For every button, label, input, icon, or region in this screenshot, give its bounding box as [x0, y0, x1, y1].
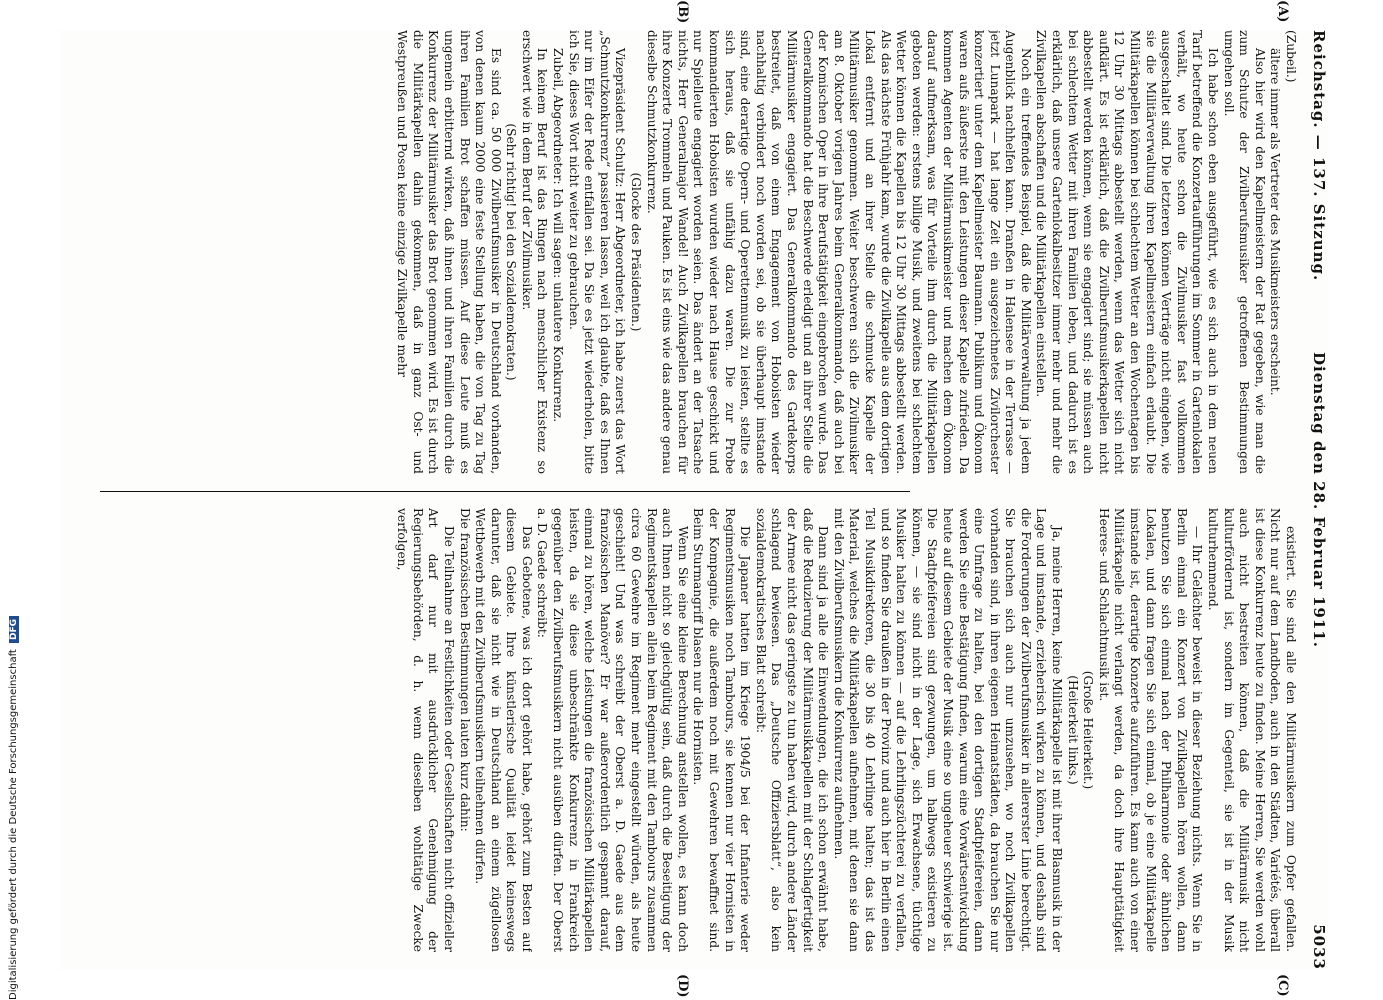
paragraph: — Ihr Gelächter beweist in dieser Beziehung nichts. Wenn Sie in Berlin einmal ein Konzert von Zivilkapellen hören wollen, dann benutzen Sie sich einmal nach der Philharmonie oder ähnlichen Lokalen, und dann fragen Sie sich einmal, ob je eine Militärkapelle imstande ist, derartige Konzerte aufzuführen. Es kann auch von einer Militärkapelle nicht verlangt werden, da doch ihre Haupttätigkeit Heeres- und Schlachtmusik ist. — [1096, 508, 1205, 952]
header-session: Reichstag. — 137. Sitzung. — [1310, 30, 1328, 282]
paragraph: (Heiterkeit links.) — [1065, 675, 1080, 785]
scanned-page — [60, 0, 1330, 998]
paragraph: Noch ein treffendes Beispiel, daß die Militärverwaltung ja jedem Augenblick nachhelfen kann. Dranßen in Halensee in der Terrasse — jetzt Lunapark — hat lange Zeit ein ausgezeichnetes Zivilorchester konzertiert unter dem Kapellmeister Baumann. Publikum und Ökonom waren aufs äußerste mit den Leistungen dieser Kapelle zufrieden. Da kommen Agenten der Militärmusikmeister und machen dem Ökonom darauf aufmerksam, was für Vorteile ihm durch die Militärkapellen geboten werden: erstens billige Musik, und zweitens bei schlechtem Wetter können die Kapellen bis 12 Uhr 30 Mittags abbestellt werden. Als das nächste Frühjahr kam, wurde die Zivilkapelle aus dem dortigen Lokal entfernt und an ihrer Stelle die schmucke Kapelle der Militärmusiker genommen. Weiter beschweren sich die Zivilmusiker am 8. Oktober vorigen Jahres beim Generalkommando, daß auch bei der Komischen Oper in ihre Berufstätigkeit eingebrochen wurde. Das Generalkommando hat die Beschwerde erledigt und an ihrer Stelle die Militärmusiker engagiert. Das Generalkommando des Gardekorps bestreitet, daß von einem Engagement von Hoboisten wieder nachhaltig verbindert noch worden sei, ob sie überhaupt imstande sind, eine derartige Opern- und Operettenmusik zu leisten, stellte es sich heraus, daß sie unfähig dazu waren. Die zur Probe kommandierten Hoboisten wurden wieder nach Hause geschickt und nur Spielleute engagiert worden seien. Das ändert an der Tatsache nichts, Herr Generalmajor Wandel! Auch Zivilkapellen brauchen für ihre Konzerte Trommeln und Pauken. Es ist eins wie das andere genau dieselbe Schmutzkonkurrenz. — [644, 30, 1033, 474]
paragraph: Dann sind ja alle die Einwendungen, die ich schon erwähnt habe, daß die Reduzierung der Militärmusikkapellen mit der Schlagfertigkeit der Armee nicht das geringste zu tun haben wird, durch andere Länder schlagend bewiesen. Das „Deutsche Offiziersblatt“, also kein sozialdemokratisches Blatt schreibt: — [753, 508, 831, 952]
digitization-credit — [8, 0, 22, 1000]
margin-marker-c: (C) — [1275, 974, 1290, 997]
page-number: 5033 — [1310, 924, 1328, 970]
paragraph: (Sehr richtig! bei den Sozialdemokraten.) — [504, 123, 519, 381]
header-date: Dienstag den 28. Februar 1911. — [1310, 352, 1328, 648]
paragraph: Ja, meine Herren, keine Militärkapelle ist mit ihrer Blasmusik in der Lage und imstande, erzieherisch wirken zu können, und deshalb sind die Forderungen der Zivilberufsmusiker in allererster Linie berechtigt. Sie brauchen sich auch nur umzusehen, wo noch Zivilkapellen vorhanden sind, in ihren eigenen Heimatstädten, da brauchen Sie nur eine Umfrage zu halten, bei den dortigen Stadtpfeifereien, dann werden Sie eine Bestätigung finden, warum eine Vorwärtsentwicklung heute auf diesem Gebiete der Musik eine so ungeheuer schwierige ist. Die Stadtpfeifereien sind gezwungen, um halbwegs existieren zu können, — sie sind nicht in der Lage, sich Erwachsene, tüchtige Musiker halten zu können — auf die Lehrlingszüchterei zu verfallen, und so finden Sie draußen in der Provinz und auch hier in Berlin einen Teil Musikdirektoren, die 30 bis 40 Lehrlinge halten; das ist das Material, welches die Militärkapellen aufnehmen, mit denen sie dann mit den Zivilberufsmusikern die Konkurrenz aufnehmen. — [831, 508, 1065, 952]
paragraph: Ich habe schon eben ausgeführt, wie es sich auch in dem neuen Tarif betreffend die Konzertaufführungen im Sommer in Gartenlokalen verhält, wo heute schon die Zivilmusiker fast vollkommen ausgeschaltet sind. Die letzteren können Verträge nicht eingehen, wie sie die Militärverwaltung ihren Kapellmeistern einfach erlaubt. Die Militärkapellen können bei schlechtem Wetter an den Wochentagen bis 12 Uhr 30 Mittags abbestellt werden, wenn das Wetter sich nicht aufklärt. Es ist erklärlich, daß die Zivilberufsmusikerkapellen nicht abbestellt werden können, wenn sie engagiert sind; sie müssen auch bei schlechtem Wetter mit ihren Familien leben, und dadurch ist es erklärlich, daß unsere Gartenlokalbesitzer immer mehr und mehr die Zivilkapellen abschaffen und die Militärkapellen einstellen. — [1034, 30, 1221, 474]
paragraph: Vizepräsident Schultz: Herr Abgeordneter, ich habe zuerst das Wort „Schmutzkonkurrenz“ passieren lassen, weil ich glaubte, daß es Ihnen nur im Eifer der Rede entfallen sei. Da Sie es jetzt wiederholen, bitte ich Sie, dieses Wort nicht weiter zu gebrauchen. — [566, 30, 628, 474]
paragraph: Die Japaner hatten im Kriege 1904/5 bei der Infanterie weder Regimentsmusiken noch Tambours, sie kennen nur vier Hornisten in der Kompagnie, die außerdem noch mit Gewehren bewaffnet sind. Beim Sturmangriff blasen nur die Hornisten. — [691, 508, 753, 952]
paragraph: Wenn Sie eine kleine Berechnung anstellen wollen, es kann doch auch Ihnen nicht so gleichgültig sein, daß durch die Beseitigung der Regimentskapellen allein beim Regiment mit den Tambours zusammen circa 60 Gewehre im Regiment mehr eingestellt würden, als heute geschieht! Und was schreibt der Oberst a. D. Gaede aus dem französischen Manöver? Er war außerordentlich gespannt darauf, einmal zu hören, welche Leistungen die französischen Militärkapellen leisten, da sie diese unbeschränkte Konkurrenz in Frankreich gegenüber den Zivilberufsmusikern nicht ausüben dürfen. Der Oberst a. D. Gaede schreibt: — [535, 508, 690, 952]
paragraph: (Glocke des Präsidenten.) — [629, 172, 644, 332]
paragraph: Die französischen Bestimmungen lauten kurz dahin: — [457, 508, 472, 832]
paragraph: Also hier wird den Kapellmeistern der Rat gegeben, wie man die zum Schutze der Zivilberufsmusiker getroffenen Bestimmungen umgehen soll. — [1221, 30, 1267, 474]
paragraph: ältere immer als Vertreter des Musikmeisters erscheint. — [1268, 48, 1283, 396]
margin-marker-b: (B) — [675, 0, 690, 24]
text-column-left — [98, 30, 1298, 474]
column-divider — [100, 491, 910, 492]
credit-text: Digitalisierung gefördert durch die Deutsche Forschungsgemeinschaft — [8, 649, 19, 1000]
margin-marker-a: (A) — [1275, 0, 1290, 23]
paragraph: Es sind ca. 50 000 Zivilberufsmusiker in Deutschland vorhanden, von denen kaum 2000 eine feste Stellung haben, die von Tag zu Tag ihren Familien Brot schaffen müssen. Auf diese Leute muß es ungemein erbitternd wirken, daß ihnen und ihren Familien durch die Konkurrenz der Militärmusiker das Brot genommen wird. Es ist durch die Militärkapellen dahin gekommen, daß in ganz Ost- und Westpreußen und Posen keine einzige Zivilkapelle mehr — [395, 30, 503, 474]
paragraph: (Zubeil.) — [1284, 30, 1298, 83]
paragraph: (Große Heiterkeit.) — [1081, 670, 1096, 790]
paragraph: Das Gebotene, was ich dort gehört habe, gehört zum Besten auf diesem Gebiete. Ihre künstlerische Qualität leidet keineswegs darunter, daß sie nicht wie in Deutschland an einem zügellosen Wettbewerb mit den Zivilberufsmusikern teilnehmen dürfen. — [473, 508, 534, 952]
dfg-logo: DFG — [9, 616, 19, 643]
paragraph: Die Teilnahme an Festlichkeiten oder Gesellschaften nicht offizieller Art darf nur mit ausdrücklicher Genehmigung der Regierungsbehörden, d. h. wenn dieselben wohltätige Zwecke verfolgen, — [395, 508, 456, 952]
paragraph: In keinem Beruf ist das Ringen nach menschlicher Existenz so erschwert wie in dem Beruf der Zivilmusiker. — [519, 30, 550, 474]
paragraph: Zubeil, Abgeordneter: Ich will sagen: unlautere Konkurrenz. — [551, 48, 566, 423]
margin-marker-d: (D) — [675, 974, 690, 998]
running-header — [1306, 30, 1330, 970]
text-column-right — [98, 508, 1298, 952]
paragraph: existiert. Sie sind alle den Militärmusikern zum Opfer gefallen. Nicht nur auf dem Landboden, auch in den Städten, Variétés, überall ist diese Konkurrenz heute zu finden. Meine Herren, Sie werden wohl auch nicht bestreiten können, daß die Militärmusik nicht kulturfördernd ist, sondern im Gegenteil, sie ist in der Musik kulturhemmend. — [1206, 508, 1298, 952]
